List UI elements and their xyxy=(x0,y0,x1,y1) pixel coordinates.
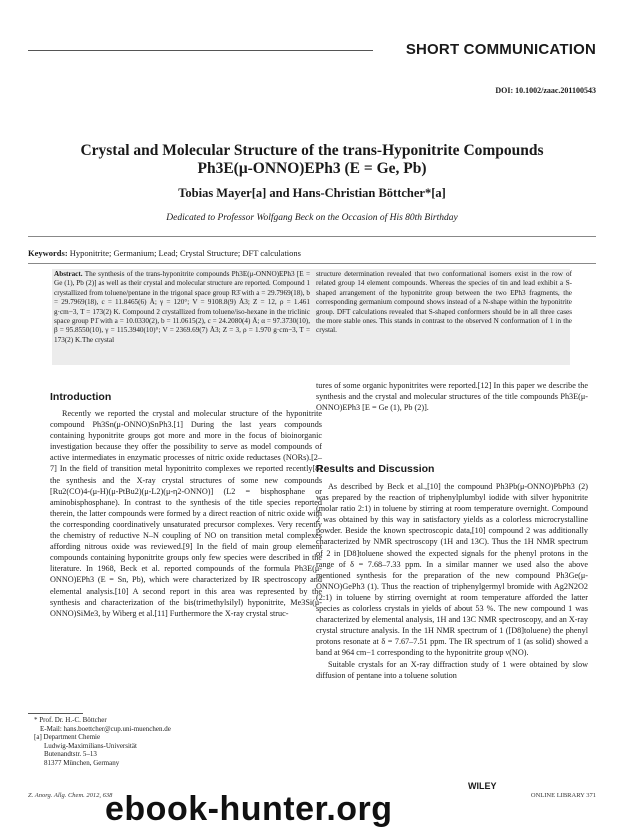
section-label: SHORT COMMUNICATION xyxy=(405,41,596,58)
keywords-rule-bottom xyxy=(28,263,596,264)
title-line-2: Ph3E(μ-ONNO)EPh3 (E = Ge, Pb) xyxy=(197,160,427,177)
keywords xyxy=(28,248,301,258)
dedication: Dedicated to Professor Wolfgang Beck on the Occasion of His 80th Birthday xyxy=(166,213,458,223)
keywords-label: Keywords: xyxy=(28,248,68,258)
wiley-logo: WILEY xyxy=(468,781,497,791)
footnote-university: Ludwig-Maximilians-Universität xyxy=(44,741,137,750)
authors: Tobias Mayer[a] and Hans-Christian Böttcher*[a] xyxy=(178,186,446,200)
abstract-label: Abstract. xyxy=(54,270,83,278)
title-line-1: Crystal and Molecular Structure of the trans-Hyponitrite Compounds xyxy=(80,142,544,159)
footnote-rule xyxy=(28,713,83,714)
results-paragraph-2: Suitable crystals for an X-ray diffraction study of 1 were obtained by slow diffusion of pentane into a toluene solution xyxy=(316,659,588,680)
results-heading: Results and Discussion xyxy=(316,463,435,475)
footnote xyxy=(34,716,171,768)
footnote-email: E-Mail: hans.boettcher@cup.uni-muenchen.de xyxy=(40,724,171,733)
watermark: ebook-hunter.org xyxy=(105,790,393,828)
footnote-affiliation: [a] Department Chemie xyxy=(34,733,101,742)
keywords-list: Hyponitrite; Germanium; Lead; Crystal Structure; DFT calculations xyxy=(69,248,301,258)
keywords-rule-top xyxy=(28,236,596,237)
right-column-top xyxy=(316,380,588,413)
header-rule xyxy=(28,50,373,51)
article-title xyxy=(28,142,596,178)
footnote-city: 81377 München, Germany xyxy=(44,758,120,767)
abstract-left xyxy=(54,270,310,345)
results-paragraph-1: As described by Beck et al.,[10] the compound Ph3Pb(μ-ONNO)PbPh3 (2) was prepared by the reaction of triphenylplumbyl iodide with silver hyponitrite (molar ratio 2:1) in toluene by stirring at room temperature overnight. Compound 2 was obtained by this way in satisfactory yields as a colorless microcrystalline powder. Beside the known spectroscopic data,[10] compound 2 was additionally characterized by NMR spectroscopy (1H and 13C). Thus the 1H NMR spectrum of 2 in [D8]toluene showed the expected signals for the phenyl protons in the range of δ = 7.68–7.33 ppm. In a similar manner we used also the above mentioned synthesis for the preparation of the new compound Ph3Ge(μ-ONNO)GePh3 (1). Thus the reaction of triphenylgermyl bromide with Ag2N2O2 (2:1) in toluene by stirring overnight at room temperature afforded the latter species as colorless crystals in yields of about 53 %. The new compound 1 was characterized by elemental analysis, 1H and 13C NMR spectroscopy, and an X-ray crystal structure analysis. In the 1H NMR spectrum of 1 ([D8]toluene) the phenyl protons resonate at δ = 7.67–7.51 ppm. The IR spectrum of 1 (as solid) showed a band at 964 cm−1 corresponding to the hyponitrite group ν(NO). xyxy=(316,482,588,658)
results-column xyxy=(316,481,588,681)
intro-heading: Introduction xyxy=(50,391,112,403)
intro-paragraph: Recently we reported the crystal and molecular structure of the hyponitrite compound Ph3Sn(μ-ONNO)SnPh3.[1] During the last years compounds containing hyponitrite groups got more and more in the focus of bioinorganic investigation because they offer the possibility to serve as model compounds of active intermediates in enzymatic processes of nitric oxide reductases (NORs).[2–7] In the field of transition metal hyponitrito complexes we reported recently[8] the synthesis and the X-ray crystal structures of some new compounds [Ru2(CO)4-(μ-H)(μ-PtBu2)(μ-L2)(μ-η2-ONNO)] (L2 = bisphosphane or aminobisphosphane). In contrast to the synthesis of the title species reported therein, the latter compounds were formed by a direct reaction of nitric oxide with the corresponding coordinatively unsaturated precursor complexes. Very recently the chemistry of reductive N–N coupling of NO on transition metal complexes affording nitrous oxide was reviewed.[9] In the field of main group element compounds containing hyponitrite groups only few species were described in the literature. In 1968, Beck et al. reported compounds of the formula Ph3E(μ-ONNO)EPh3 (E = Sn, Pb), which were characterized by IR spectroscopy and elemental analysis.[10] A second report in this area was represented by the synthesis and characterization of the bis(trimethylsilyl) hyponitrite, Me3Si(μ-ONNO)SiMe3, by Wiberg et al.[11] Furthermore the X-ray crystal struc- xyxy=(50,409,322,618)
footnote-corresponding: * Prof. Dr. H.-C. Böttcher xyxy=(34,716,107,724)
intro-column xyxy=(50,408,322,619)
footer-page: ONLINE LIBRARY 371 xyxy=(530,792,596,799)
intro-continuation: tures of some organic hyponitrites were reported.[12] In this paper we describe the synthesis and the crystal and molecular structures of the title compounds Ph3E(μ-ONNO)EPh3 [E = Ge (1), Pb (2)]. xyxy=(316,381,588,413)
footnote-street: Butenandtstr. 5–13 xyxy=(44,750,97,759)
footer-journal: Z. Anorg. Allg. Chem. 2012, 638 xyxy=(28,792,113,799)
abstract-right: structure determination revealed that two conformational isomers exist in the row of related group 14 element compounds. Whereas the species of tin and lead exhibit a S-shaped arrangement of the hyponitrite group between the two EPh3 fragments, the corresponding germanium compound shows instead of a N-shape within the hyponitrite group. DFT calculations revealed that S-shaped conformers should be in all three cases the more stable ones. This stands in contrast to the observed N conformation of 1 in the crystal. xyxy=(316,270,572,335)
doi: DOI: 10.1002/zaac.201100543 xyxy=(495,86,596,95)
abstract-text-left: The synthesis of the trans-hyponitrite compounds Ph3E(μ-ONNO)EPh3 [E = Ge (1), Pb (2)] as well as their crystal and molecular structure are reported. Compound 1 crystallized from toluene/pentane in the trigonal space group R3̄ with a = 29.7969(18), b = 29.7969(18), c = 11.8465(6) Å; γ = 120°; V = 9108.8(9) Å3; Z = 12, ρ = 1.461 g·cm−3, T = 173(2) K. Compound 2 crystallized from toluene/iso-hexane in the triclinic space group P1̄ with a = 10.0330(2), b = 11.0615(2), c = 24.2080(4) Å; α = 97.3730(10), β = 95.8550(10), γ = 115.3940(10)°; V = 2369.69(7) Å3; Z = 3, ρ = 1.970 g·cm−3, T = 173(2) K.The crystal xyxy=(54,270,310,344)
